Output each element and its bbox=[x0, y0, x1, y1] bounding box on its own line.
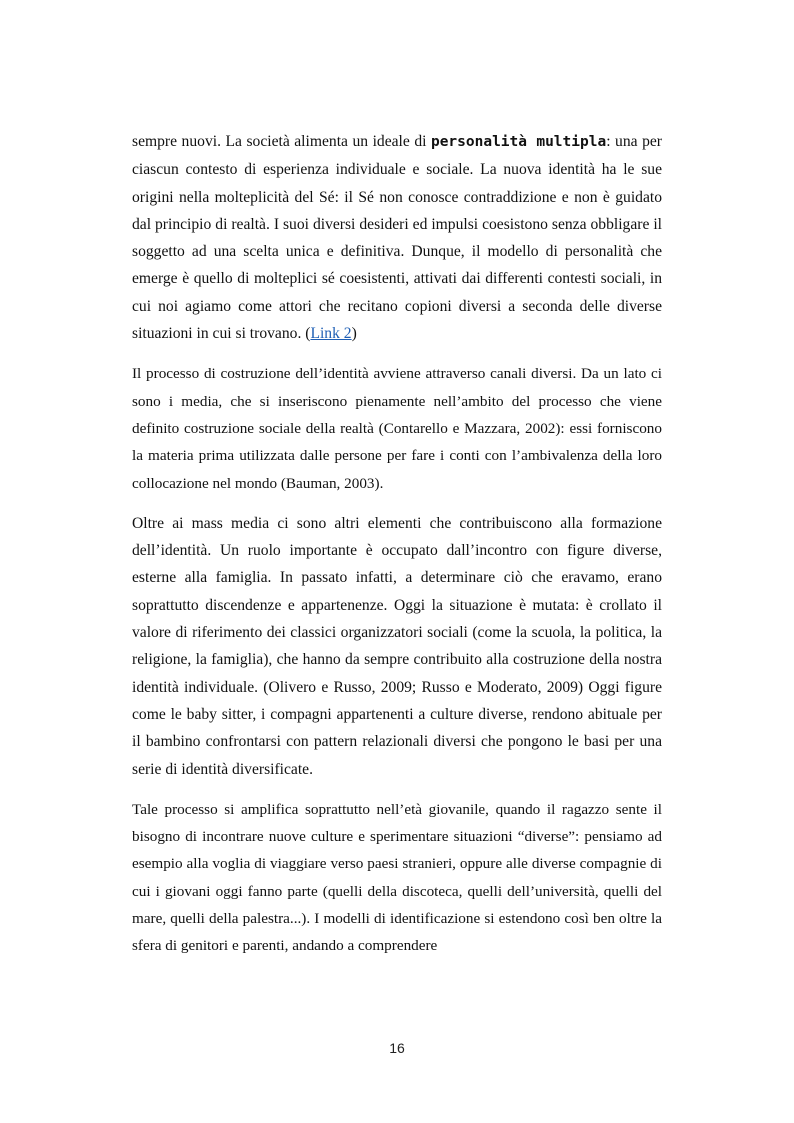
bold-term-personalita-multipla: personalità multipla bbox=[430, 134, 607, 150]
paragraph-personality bbox=[132, 128, 662, 347]
paragraph-identity-construction: Il processo di costruzione dell’identità avviene attraverso canali diversi. Da un lato ci sono i media, che si inseriscono pienamente nell’ambito del processo che viene definito costruzione sociale della realtà (Contarello e Mazzara, 2002): essi forniscono la materia prima utilizzata dalle persone per fare i conti con l’ambivalenza della loro collocazione nel mondo (Bauman, 2003). bbox=[132, 365, 662, 492]
paragraph-mass-media: Oltre ai mass media ci sono altri elementi che contribuiscono alla formazione dell’identità. Un ruolo importante è occupato dall’incontro con figure diverse, esterne alla famiglia. In passato infatti, a determinare ciò che eravamo, erano soprattutto discendenze e appartenenze. Oggi la situazione è mutata: è crollato il valore di riferimento dei classici organizzatori sociali (come la scuola, la politica, la religione, la famiglia), che hanno da sempre contribuito alla costruzione della nostra identità individuale. (Olivero e Russo, 2009; Russo e Moderato, 2009) Oggi figure come le baby sitter, i compagni appartenenti a culture diverse, rendono abituale per il bambino confrontarsi con pattern relazionali diversi che pongono le basi per una serie di identità diversificate. bbox=[132, 514, 662, 778]
document-page bbox=[132, 128, 662, 960]
link-2[interactable]: Link 2 bbox=[310, 325, 352, 343]
paragraph-1-text-middle: : una per ciascun contesto di esperienza individuale e sociale. La nuova identità ha le sue origini nella molteplicità del Sé: il Sé non conosce contraddizione e non è guidato dal principio di realtà. I suoi diversi desideri ed impulsi coesistono senza obbligare il soggetto ad una scelta unica e definitiva. Dunque, il modello di personalità che emerge è quello di molteplici sé coesistenti, attivati dai differenti contesti sociali, in cui noi agiamo come attori che recitano copioni diversi a seconda delle diverse situazioni in cui si trovano. ( bbox=[132, 133, 662, 343]
paragraph-youth: Tale processo si amplifica soprattutto nell’età giovanile, quando il ragazzo sente il bisogno di incontrare nuove culture e sperimentare situazioni “diverse”: pensiamo ad esempio alla voglia di viaggiare verso paesi stranieri, oppure alle diverse compagnie di cui i giovani oggi fanno parte (quelli della discoteca, quelli dell’università, quelli del mare, quelli della palestra...). I modelli di identificazione si estendono così ben oltre la sfera di genitori e parenti, andando a comprendere bbox=[132, 800, 662, 955]
paragraph-1-text-start: sempre nuovi. La società alimenta un ideale di bbox=[132, 133, 431, 150]
paragraph-1-text-end: ) bbox=[351, 325, 357, 343]
page-number: 16 bbox=[389, 1040, 405, 1056]
